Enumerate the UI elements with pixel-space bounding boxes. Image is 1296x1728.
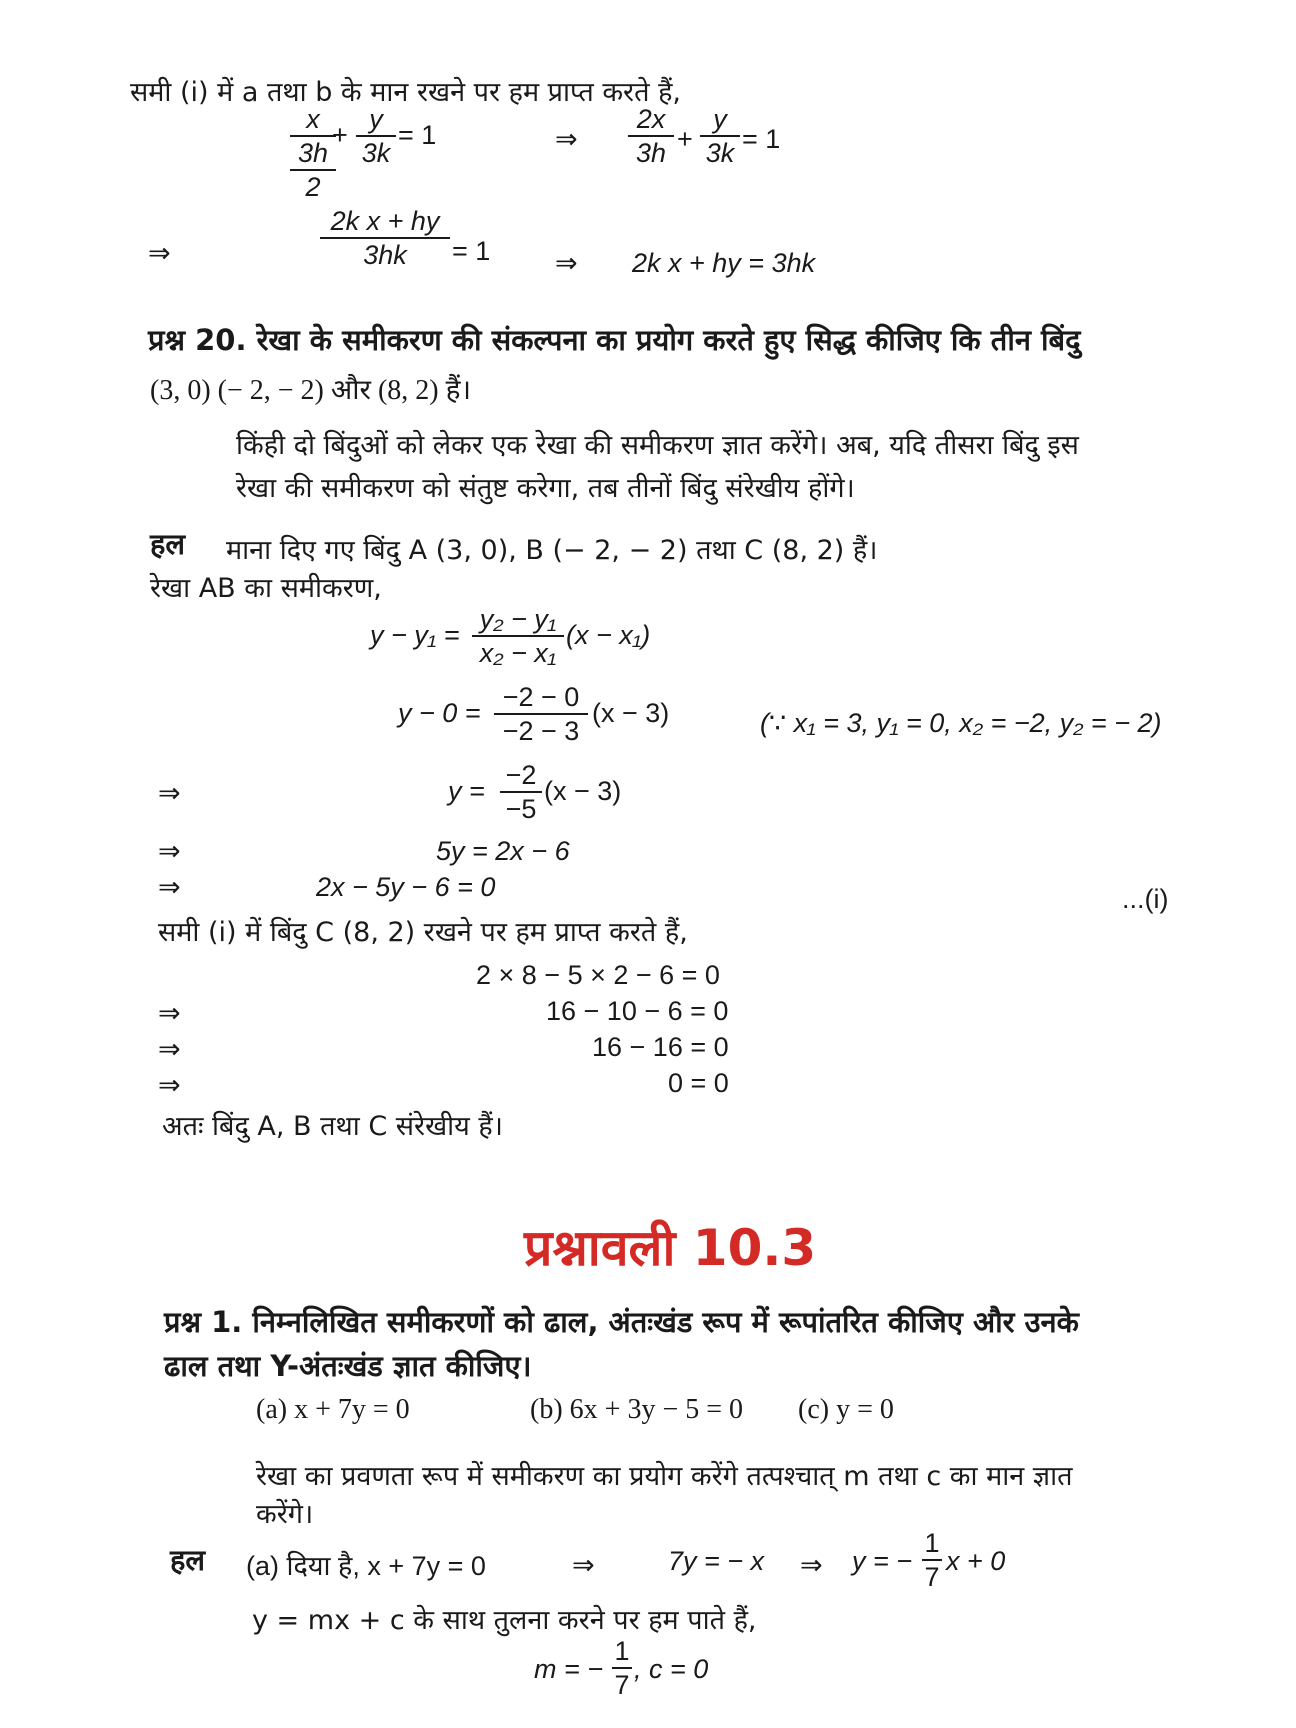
equals-one: = 1 <box>742 124 781 154</box>
fraction-bar <box>320 237 450 239</box>
simplified-lhs: y = <box>448 776 485 806</box>
part-b-equation: (b) 6x + 3y − 5 = 0 <box>530 1394 744 1425</box>
exercise-title: प्रश्नावली 10.3 <box>524 1219 817 1277</box>
question-20-points: (3, 0) (− 2, − 2) और (8, 2) हैं। <box>150 375 472 406</box>
intro-line: समी (i) में a तथा b के मान रखने पर हम प्राप्त करते हैं, <box>130 77 681 108</box>
fraction-bar <box>700 135 740 137</box>
plus-sign: + <box>677 124 693 154</box>
fraction-bar <box>612 1667 632 1669</box>
two-point-slope-fraction <box>472 604 564 668</box>
implies-arrow: ⇒ <box>158 1070 181 1101</box>
question-1-cont: ढाल तथा Y-अंतःखंड ज्ञात कीजिए। <box>164 1349 532 1383</box>
conclusion: अतः बिंदु A, B तथा C संरेखीय हैं। <box>162 1111 503 1142</box>
equals-one: = 1 <box>398 120 437 150</box>
hint-line-3: रेखा का प्रवणता रूप में समीकरण का प्रयोग करेंगे तत्पश्चात् m तथा c का मान ज्ञात <box>256 1461 1073 1492</box>
simplified-rhs: (x − 3) <box>544 776 622 806</box>
fraction-denominator: 7 <box>924 1562 940 1592</box>
equation-5y: 5y = 2x − 6 <box>436 836 570 866</box>
fraction-numerator: −2 <box>505 760 537 790</box>
fraction-bar <box>494 713 588 715</box>
fraction-denominator: 3hk <box>363 240 407 270</box>
implies-arrow: ⇒ <box>158 836 181 867</box>
fraction-y-over-3k <box>700 104 740 168</box>
substituted-slope-fraction <box>494 682 588 746</box>
fraction-denominator: 7 <box>614 1670 630 1700</box>
implies-arrow: ⇒ <box>158 778 181 809</box>
check-step-4: 0 = 0 <box>668 1068 729 1098</box>
two-point-rhs: (x − x₁) <box>566 620 651 650</box>
part-a-given: (a) दिया है, x + 7y = 0 <box>246 1551 486 1581</box>
solution-given: माना दिए गए बिंदु A (3, 0), B (− 2, − 2) तथा C (8, 2) हैं। <box>226 535 878 566</box>
implies-arrow: ⇒ <box>555 124 578 155</box>
fraction-numerator: y <box>369 104 383 134</box>
equals-one: = 1 <box>452 236 491 266</box>
fraction-numerator: 1 <box>924 1528 940 1558</box>
slope-lhs: m = − <box>534 1654 604 1684</box>
check-step-2: 16 − 10 − 6 = 0 <box>546 996 729 1026</box>
solution-label: हल <box>150 527 186 561</box>
fraction-denominator: 3k <box>705 138 735 168</box>
equation-i: 2x − 5y − 6 = 0 <box>316 872 496 902</box>
implies-arrow: ⇒ <box>158 1034 181 1065</box>
part-a-result-rhs: x + 0 <box>946 1546 1006 1576</box>
substitution-note: (∵ x₁ = 3, y₁ = 0, x₂ = −2, y₂ = − 2) <box>760 708 1162 738</box>
fraction-denominator: −2 − 3 <box>502 716 580 746</box>
part-a-result-lhs: y = − <box>852 1546 913 1576</box>
slope-fraction <box>612 1636 632 1700</box>
fraction-denominator-2: 2 <box>305 172 321 202</box>
plus-sign: + <box>332 120 348 150</box>
substitute-c-line: समी (i) में बिंदु C (8, 2) रखने पर हम प्राप्त करते हैं, <box>158 917 688 948</box>
fraction-bar <box>356 135 396 137</box>
fraction-numerator: −2 − 0 <box>502 682 580 712</box>
fraction-2kx-hy-over-3hk <box>320 206 450 270</box>
fraction-denominator: −5 <box>505 794 537 824</box>
fraction-denominator: 3h <box>297 138 329 168</box>
fraction-numerator: 2x <box>636 104 666 134</box>
part-c-equation: (c) y = 0 <box>798 1394 894 1425</box>
check-step-1: 2 × 8 − 5 × 2 − 6 = 0 <box>476 960 720 990</box>
question-1: प्रश्न 1. निम्नलिखित समीकरणों को ढाल, अंतःखंड रूप में रूपांतरित कीजिए और उनके <box>164 1305 1079 1339</box>
hint-line-4: करेंगे। <box>256 1499 314 1530</box>
simplified-slope-fraction <box>500 760 542 824</box>
hint-line-2: रेखा की समीकरण को संतुष्ट करेगा, तब तीनों बिंदु संरेखीय होंगे। <box>236 473 855 504</box>
implies-arrow: ⇒ <box>555 248 578 279</box>
fraction-bar <box>290 135 336 137</box>
implies-arrow: ⇒ <box>572 1550 595 1581</box>
fraction-bar <box>628 135 674 137</box>
part-a-result-fraction <box>922 1528 942 1592</box>
equation-tag: ...(i) <box>1122 884 1169 914</box>
solution-line-ab: रेखा AB का समीकरण, <box>150 573 382 604</box>
fraction-bar <box>472 635 564 637</box>
fraction-numerator: y₂ − y₁ <box>479 604 557 634</box>
fraction-bar <box>290 169 336 171</box>
intercept-value: , c = 0 <box>634 1654 709 1684</box>
two-point-lhs: y − y₁ = <box>370 620 460 650</box>
fraction-numerator: 2k x + hy <box>330 206 440 236</box>
solution-label-2: हल <box>170 1543 206 1577</box>
fraction-numerator: 1 <box>614 1636 630 1666</box>
substituted-lhs: y − 0 = <box>398 698 481 728</box>
fraction-numerator: y <box>713 104 727 134</box>
part-a-equation: (a) x + 7y = 0 <box>256 1394 410 1425</box>
implies-arrow: ⇒ <box>158 998 181 1029</box>
part-a-step: 7y = − x <box>668 1546 765 1576</box>
fraction-x-over-3h-over-2 <box>290 104 336 202</box>
fraction-2x-over-3h <box>628 104 674 168</box>
fraction-denominator: 3h <box>635 138 667 168</box>
fraction-y-over-3k <box>356 104 396 168</box>
fraction-bar <box>922 1559 942 1561</box>
fraction-numerator: x <box>306 104 320 134</box>
result-equation: 2k x + hy = 3hk <box>632 248 816 278</box>
question-20: प्रश्न 20. रेखा के समीकरण की संकल्पना का प्रयोग करते हुए सिद्ध कीजिए कि तीन बिंदु <box>148 323 1081 357</box>
hint-line-1: किंही दो बिंदुओं को लेकर एक रेखा की समीकरण ज्ञात करेंगे। अब, यदि तीसरा बिंदु इस <box>236 430 1079 461</box>
fraction-denominator: 3k <box>361 138 391 168</box>
implies-arrow: ⇒ <box>158 872 181 903</box>
fraction-bar <box>500 791 542 793</box>
implies-arrow: ⇒ <box>148 238 171 269</box>
compare-line: y = mx + c के साथ तुलना करने पर हम पाते हैं, <box>252 1605 757 1636</box>
substituted-rhs: (x − 3) <box>592 698 670 728</box>
check-step-3: 16 − 16 = 0 <box>592 1032 729 1062</box>
implies-arrow: ⇒ <box>800 1550 823 1581</box>
fraction-denominator: x₂ − x₁ <box>479 638 557 668</box>
